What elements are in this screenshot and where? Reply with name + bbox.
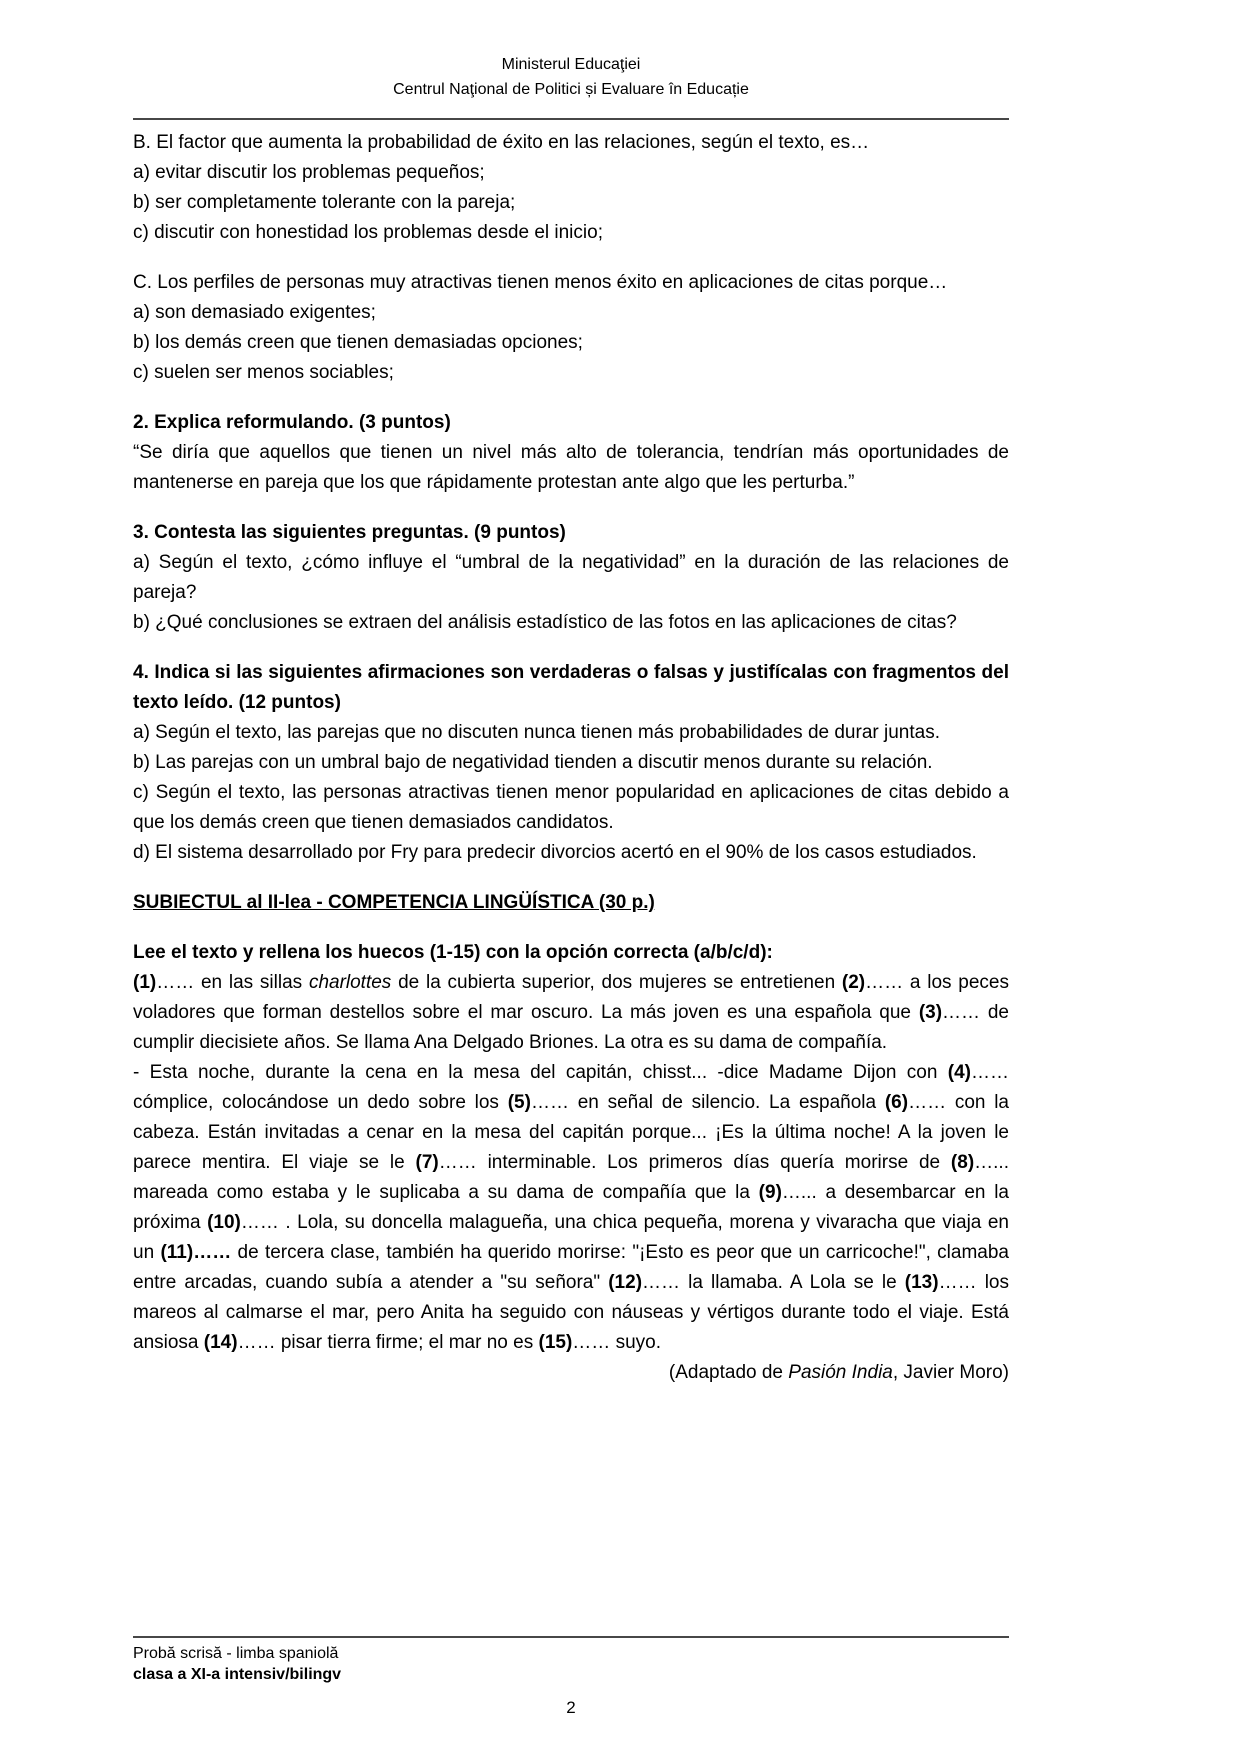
question-c-option-c: c) suelen ser menos sociables;: [133, 362, 394, 383]
task-4-statement-d: d) El sistema desarrollado por Fry para predecir divorcios acertó en el 90% de los casos estudiados.: [133, 842, 977, 863]
subject-2-instruction: Lee el texto y rellena los huecos (1-15) con la opción correcta (a/b/c/d):: [133, 942, 773, 963]
question-b-option-a: a) evitar discutir los problemas pequeños;: [133, 162, 485, 183]
task-3-title: 3. Contesta las siguientes preguntas. (9 puntos): [133, 522, 566, 543]
document-header: [133, 52, 1009, 102]
task-3-question-b: b) ¿Qué conclusiones se extraen del análisis estadístico de las fotos en las aplicaciones de citas?: [133, 612, 957, 633]
document-content: [133, 52, 1009, 1388]
question-b-option-c: c) discutir con honestidad los problemas desde el inicio;: [133, 222, 603, 243]
spacer: [133, 918, 1009, 938]
header-ministry-line: Ministerul Educaţiei: [501, 56, 641, 73]
task-4-statement-c: c) Según el texto, las personas atractivas tienen menor popularidad en aplicaciones de citas debido a que los demás creen que tienen demasiados candidatos.: [133, 782, 1009, 833]
task-4-statement-a: a) Según el texto, las parejas que no discuten nunca tienen más probabilidades de durar juntas.: [133, 722, 940, 743]
spacer: [133, 498, 1009, 518]
footer-class-info: clasa a XI-a intensiv/bilingv: [133, 1666, 342, 1683]
footer-divider: [133, 1636, 1009, 1638]
task-4-title: 4. Indica si las siguientes afirmaciones son verdaderas o falsas y justifícalas con fragmentos del texto leído. (12 puntos): [133, 662, 1009, 713]
page-number: 2: [566, 1698, 576, 1717]
task-2-title: 2. Explica reformulando. (3 puntos): [133, 412, 451, 433]
question-b-intro: B. El factor que aumenta la probabilidad de éxito en las relaciones, según el texto, es…: [133, 132, 870, 153]
task-3-question-a: a) Según el texto, ¿cómo influye el “umbral de la negatividad” en la duración de las relaciones de pareja?: [133, 552, 1009, 603]
text-attribution: (Adaptado de Pasión India, Javier Moro): [668, 1362, 1009, 1383]
header-institution-line: Centrul Naţional de Politici și Evaluare în Educație: [393, 81, 749, 98]
spacer: [133, 248, 1009, 268]
question-c-option-a: a) son demasiado exigentes;: [133, 302, 376, 323]
spacer: [133, 388, 1009, 408]
spacer: [133, 638, 1009, 658]
question-c-intro: C. Los perfiles de personas muy atractivas tienen menos éxito en aplicaciones de citas porque…: [133, 272, 948, 293]
cloze-paragraph-1: (1)…… en las sillas charlottes de la cubierta superior, dos mujeres se entretienen (2)…… a los peces voladores que forman destellos sobre el mar oscuro. La más joven es una española que (3)…… de cumplir diecisiete años. Se llama Ana Delgado Briones. La otra es su dama de compañía.: [133, 972, 1009, 1053]
spacer: [133, 868, 1009, 888]
task-4-statement-b: b) Las parejas con un umbral bajo de negatividad tienden a discutir menos durante su relación.: [133, 752, 933, 773]
header-divider: [133, 118, 1009, 120]
question-b-option-b: b) ser completamente tolerante con la pareja;: [133, 192, 516, 213]
footer-exam-type: Probă scrisă - limba spaniolă: [133, 1645, 339, 1662]
subject-2-heading: SUBIECTUL al II-lea - COMPETENCIA LINGÜÍSTICA (30 p.): [133, 892, 655, 913]
task-2-quote: “Se diría que aquellos que tienen un nivel más alto de tolerancia, tendrían más oportunidades de mantenerse en pareja que los que rápidamente protestan ante algo que les perturba.”: [133, 442, 1009, 493]
document-footer: [133, 1636, 1009, 1718]
question-c-option-b: b) los demás creen que tienen demasiadas opciones;: [133, 332, 583, 353]
cloze-paragraph-2: - Esta noche, durante la cena en la mesa del capitán, chisst... -dice Madame Dijon con (4)…… cómplice, colocándose un dedo sobre los (5)…… en señal de silencio. La española (6)…… con la cabeza. Están invitadas a cenar en la mesa del capitán porque... ¡Es la última noche! A la joven le parece mentira. El viaje se le (7)…… interminable. Los primeros días quería morirse de (8)…... mareada como estaba y le suplicaba a su dama de compañía que la (9)…... a desembarcar en la próxima (10)…… . Lola, su doncella malagueña, una chica pequeña, morena y vivaracha que viaja en un (11)…… de tercera clase, también ha querido morirse: "¡Esto es peor que un carricoche!", clamaba entre arcadas, cuando subía a atender a "su señora" (12)…… la llamaba. A Lola se le (13)…… los mareos al calmarse el mar, pero Anita ha seguido con náuseas y vértigos durante todo el viaje. Está ansiosa (14)…… pisar tierra firme; el mar no es (15)…… suyo.: [133, 1062, 1009, 1353]
